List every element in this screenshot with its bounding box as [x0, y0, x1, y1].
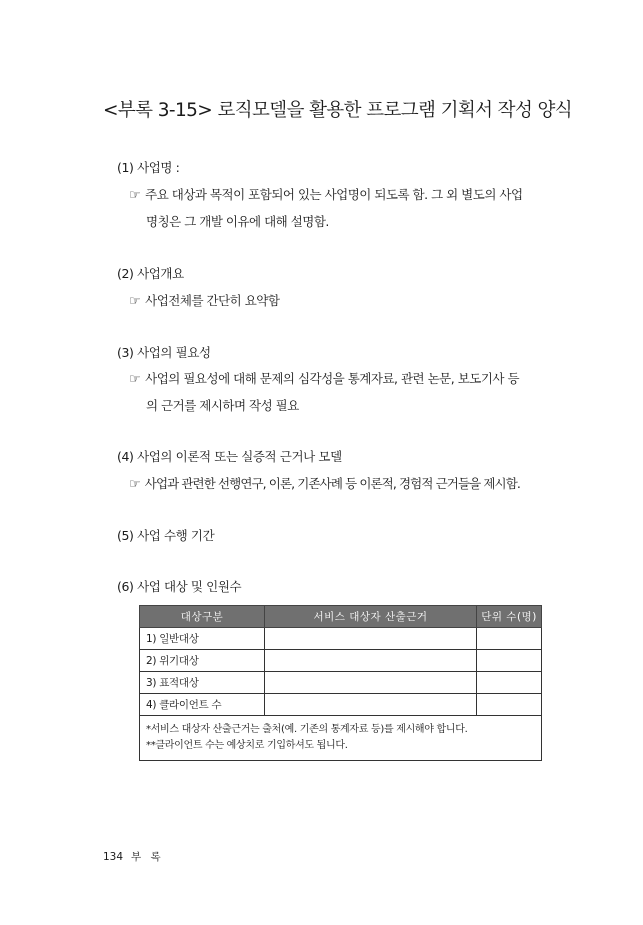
section-2-heading: (2) 사업개요 [117, 266, 184, 281]
table-row [140, 694, 542, 716]
footer-section-label: 부 록 [131, 851, 164, 863]
page-footer [103, 849, 164, 864]
header-calculation-basis: 서비스 대상자 산출근거 [265, 606, 477, 628]
header-unit-count: 단위 수(명) [477, 606, 542, 628]
section-2-bullet [129, 291, 279, 309]
unit-count-cell[interactable] [477, 650, 542, 672]
pointing-hand-icon: ☞ [129, 188, 141, 203]
calculation-basis-cell[interactable] [265, 650, 477, 672]
target-population-table [139, 605, 542, 761]
section-4-bullet [129, 474, 520, 492]
row-label: 2) 위기대상 [140, 650, 265, 672]
section-1-bullet [129, 185, 523, 203]
section-1-bullet-text: 주요 대상과 목적이 포함되어 있는 사업명이 되도록 함. 그 외 별도의 사업 [145, 187, 523, 202]
pointing-hand-icon: ☞ [129, 294, 141, 309]
section-3-bullet-text: 사업의 필요성에 대해 문제의 심각성을 통계자료, 관련 논문, 보도기사 등 [145, 371, 520, 386]
row-label: 4) 클라이언트 수 [140, 694, 265, 716]
section-4-bullet-text: 사업과 관련한 선행연구, 이론, 기존사례 등 이론적, 경험적 근거들을 제시함. [144, 476, 520, 491]
section-2-bullet-text: 사업전체를 간단히 요약함 [145, 293, 280, 308]
section-5-heading: (5) 사업 수행 기간 [117, 528, 215, 543]
section-6-heading: (6) 사업 대상 및 인원수 [117, 579, 242, 594]
section-4-heading: (4) 사업의 이론적 또는 실증적 근거나 모델 [117, 449, 342, 464]
section-3-bullet [129, 369, 519, 387]
section-1-bullet-cont: 명칭은 그 개발 이유에 대해 설명함. [146, 214, 329, 229]
section-1-heading: (1) 사업명 : [117, 160, 180, 175]
unit-count-cell[interactable] [477, 672, 542, 694]
calculation-basis-cell[interactable] [265, 694, 477, 716]
table-notes-row [140, 716, 542, 761]
table-header-row [140, 606, 542, 628]
calculation-basis-cell[interactable] [265, 628, 477, 650]
section-3-bullet-cont: 의 근거를 제시하며 작성 필요 [146, 398, 299, 413]
pointing-hand-icon: ☞ [129, 372, 141, 387]
calculation-basis-cell[interactable] [265, 672, 477, 694]
pointing-hand-icon: ☞ [129, 477, 140, 492]
unit-count-cell[interactable] [477, 628, 542, 650]
table-row [140, 650, 542, 672]
table-note-1: *서비스 대상자 산출근거는 출처(예. 기존의 통계자료 등)를 제시해야 합니다. [146, 724, 468, 735]
table-notes [140, 716, 542, 761]
header-target-category: 대상구분 [140, 606, 265, 628]
page-title: <부록 3-15> 로직모델을 활용한 프로그램 기획서 작성 양식 [103, 100, 573, 121]
table-row [140, 672, 542, 694]
section-3-heading: (3) 사업의 필요성 [117, 345, 211, 360]
table-row [140, 628, 542, 650]
row-label: 1) 일반대상 [140, 628, 265, 650]
table-note-2: **클라이언트 수는 예상치로 기입하셔도 됩니다. [146, 740, 348, 751]
page-number: 134 [103, 851, 124, 863]
row-label: 3) 표적대상 [140, 672, 265, 694]
unit-count-cell[interactable] [477, 694, 542, 716]
